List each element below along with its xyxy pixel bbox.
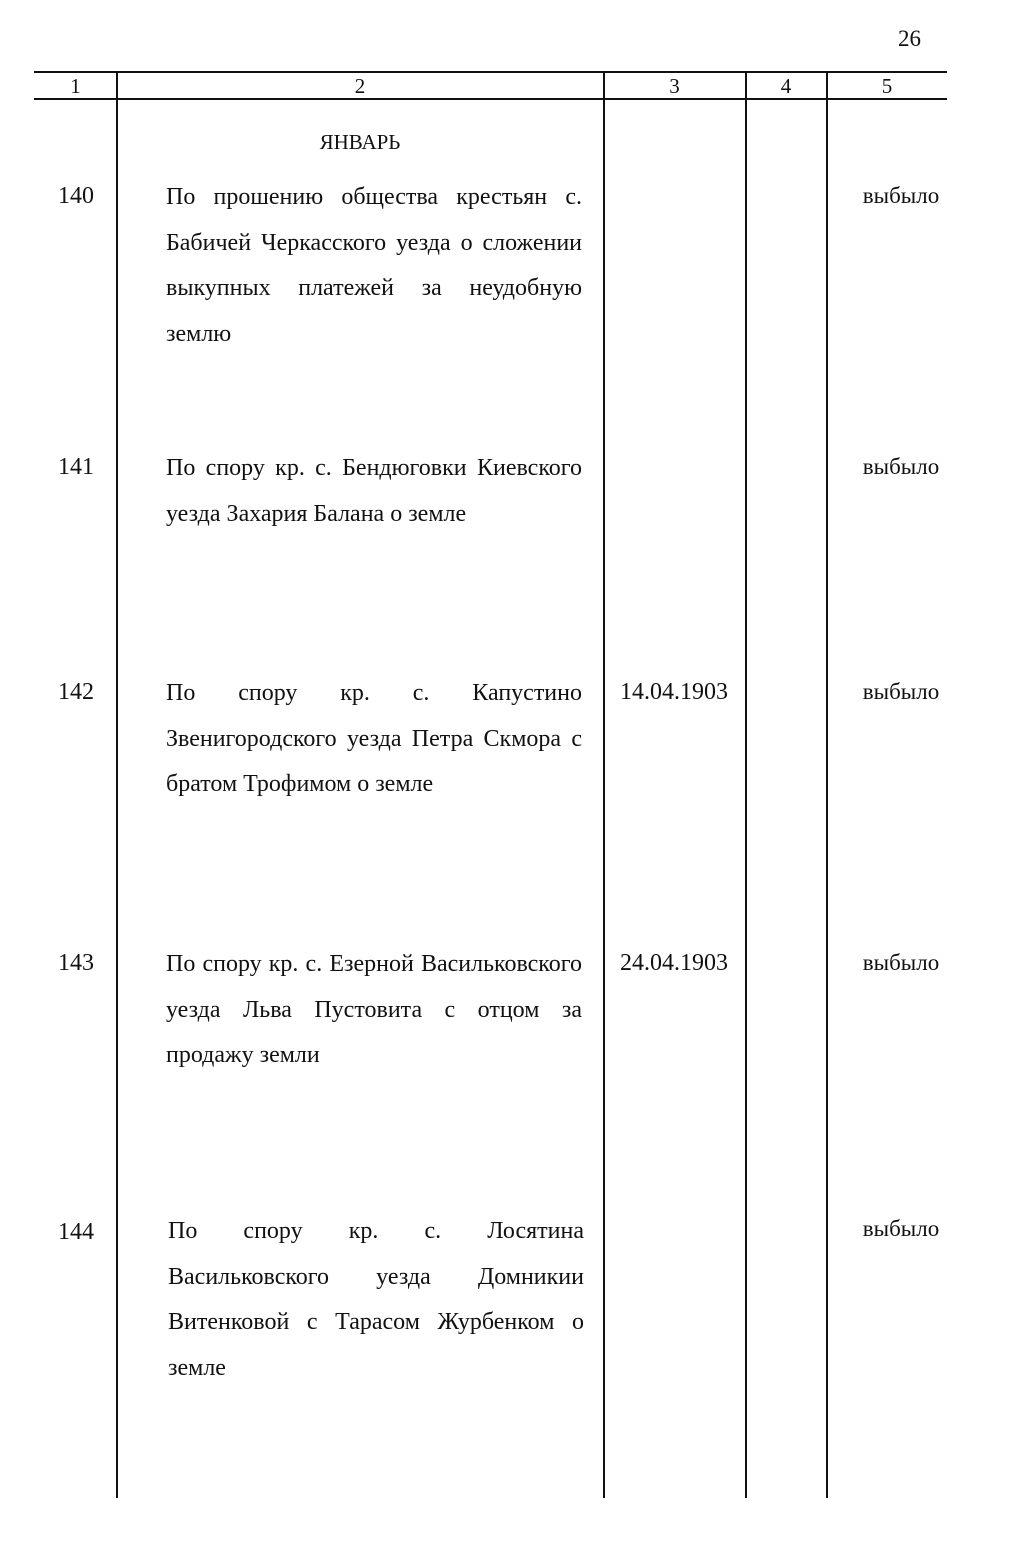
column-divider-4 xyxy=(826,72,828,1498)
row-date: 14.04.1903 xyxy=(620,679,728,705)
section-heading: ЯНВАРЬ xyxy=(319,130,401,154)
row-number: 142 xyxy=(58,679,94,705)
row-number: 143 xyxy=(58,950,94,976)
column-divider-2 xyxy=(603,72,605,1498)
row-description: По спору кр. с. Капустино Звенигородского уезда Петра Скмора с братом Трофимом о земле xyxy=(166,680,582,797)
row-description: По спору кр. с. Бендюговки Киевского уезда Захария Балана о земле xyxy=(166,455,582,527)
column-header-1: 1 xyxy=(70,74,81,98)
row-status: выбыло xyxy=(862,1216,940,1241)
header-bottom-rule xyxy=(34,98,947,100)
row-status: выбыло xyxy=(862,183,940,208)
header-top-rule xyxy=(34,71,947,73)
row-description: По прошению общества крестьян с. Бабичей Черкасского уезда о сложении выкупных платежей за неудобную землю xyxy=(166,184,582,347)
row-number: 144 xyxy=(58,1219,94,1245)
column-header-3: 3 xyxy=(669,74,680,98)
row-number: 140 xyxy=(58,183,94,209)
page-number: 26 xyxy=(898,26,921,51)
column-header-2: 2 xyxy=(354,74,366,98)
row-number: 141 xyxy=(58,454,94,480)
column-divider-1 xyxy=(116,72,118,1498)
row-status: выбыло xyxy=(862,679,940,704)
row-description: По спору кр. с. Лосятина Васильковского уезда Домникии Витенковой с Тарасом Журбенком о земле xyxy=(168,1218,584,1381)
row-date: 24.04.1903 xyxy=(620,950,728,976)
column-header-5: 5 xyxy=(881,74,893,98)
column-divider-3 xyxy=(745,72,747,1498)
row-status: выбыло xyxy=(862,950,940,975)
column-header-4: 4 xyxy=(780,74,792,98)
row-description: По спору кр. с. Езерной Васильковского уезда Льва Пустовита с отцом за продажу земли xyxy=(166,951,582,1068)
row-status: выбыло xyxy=(862,454,940,479)
